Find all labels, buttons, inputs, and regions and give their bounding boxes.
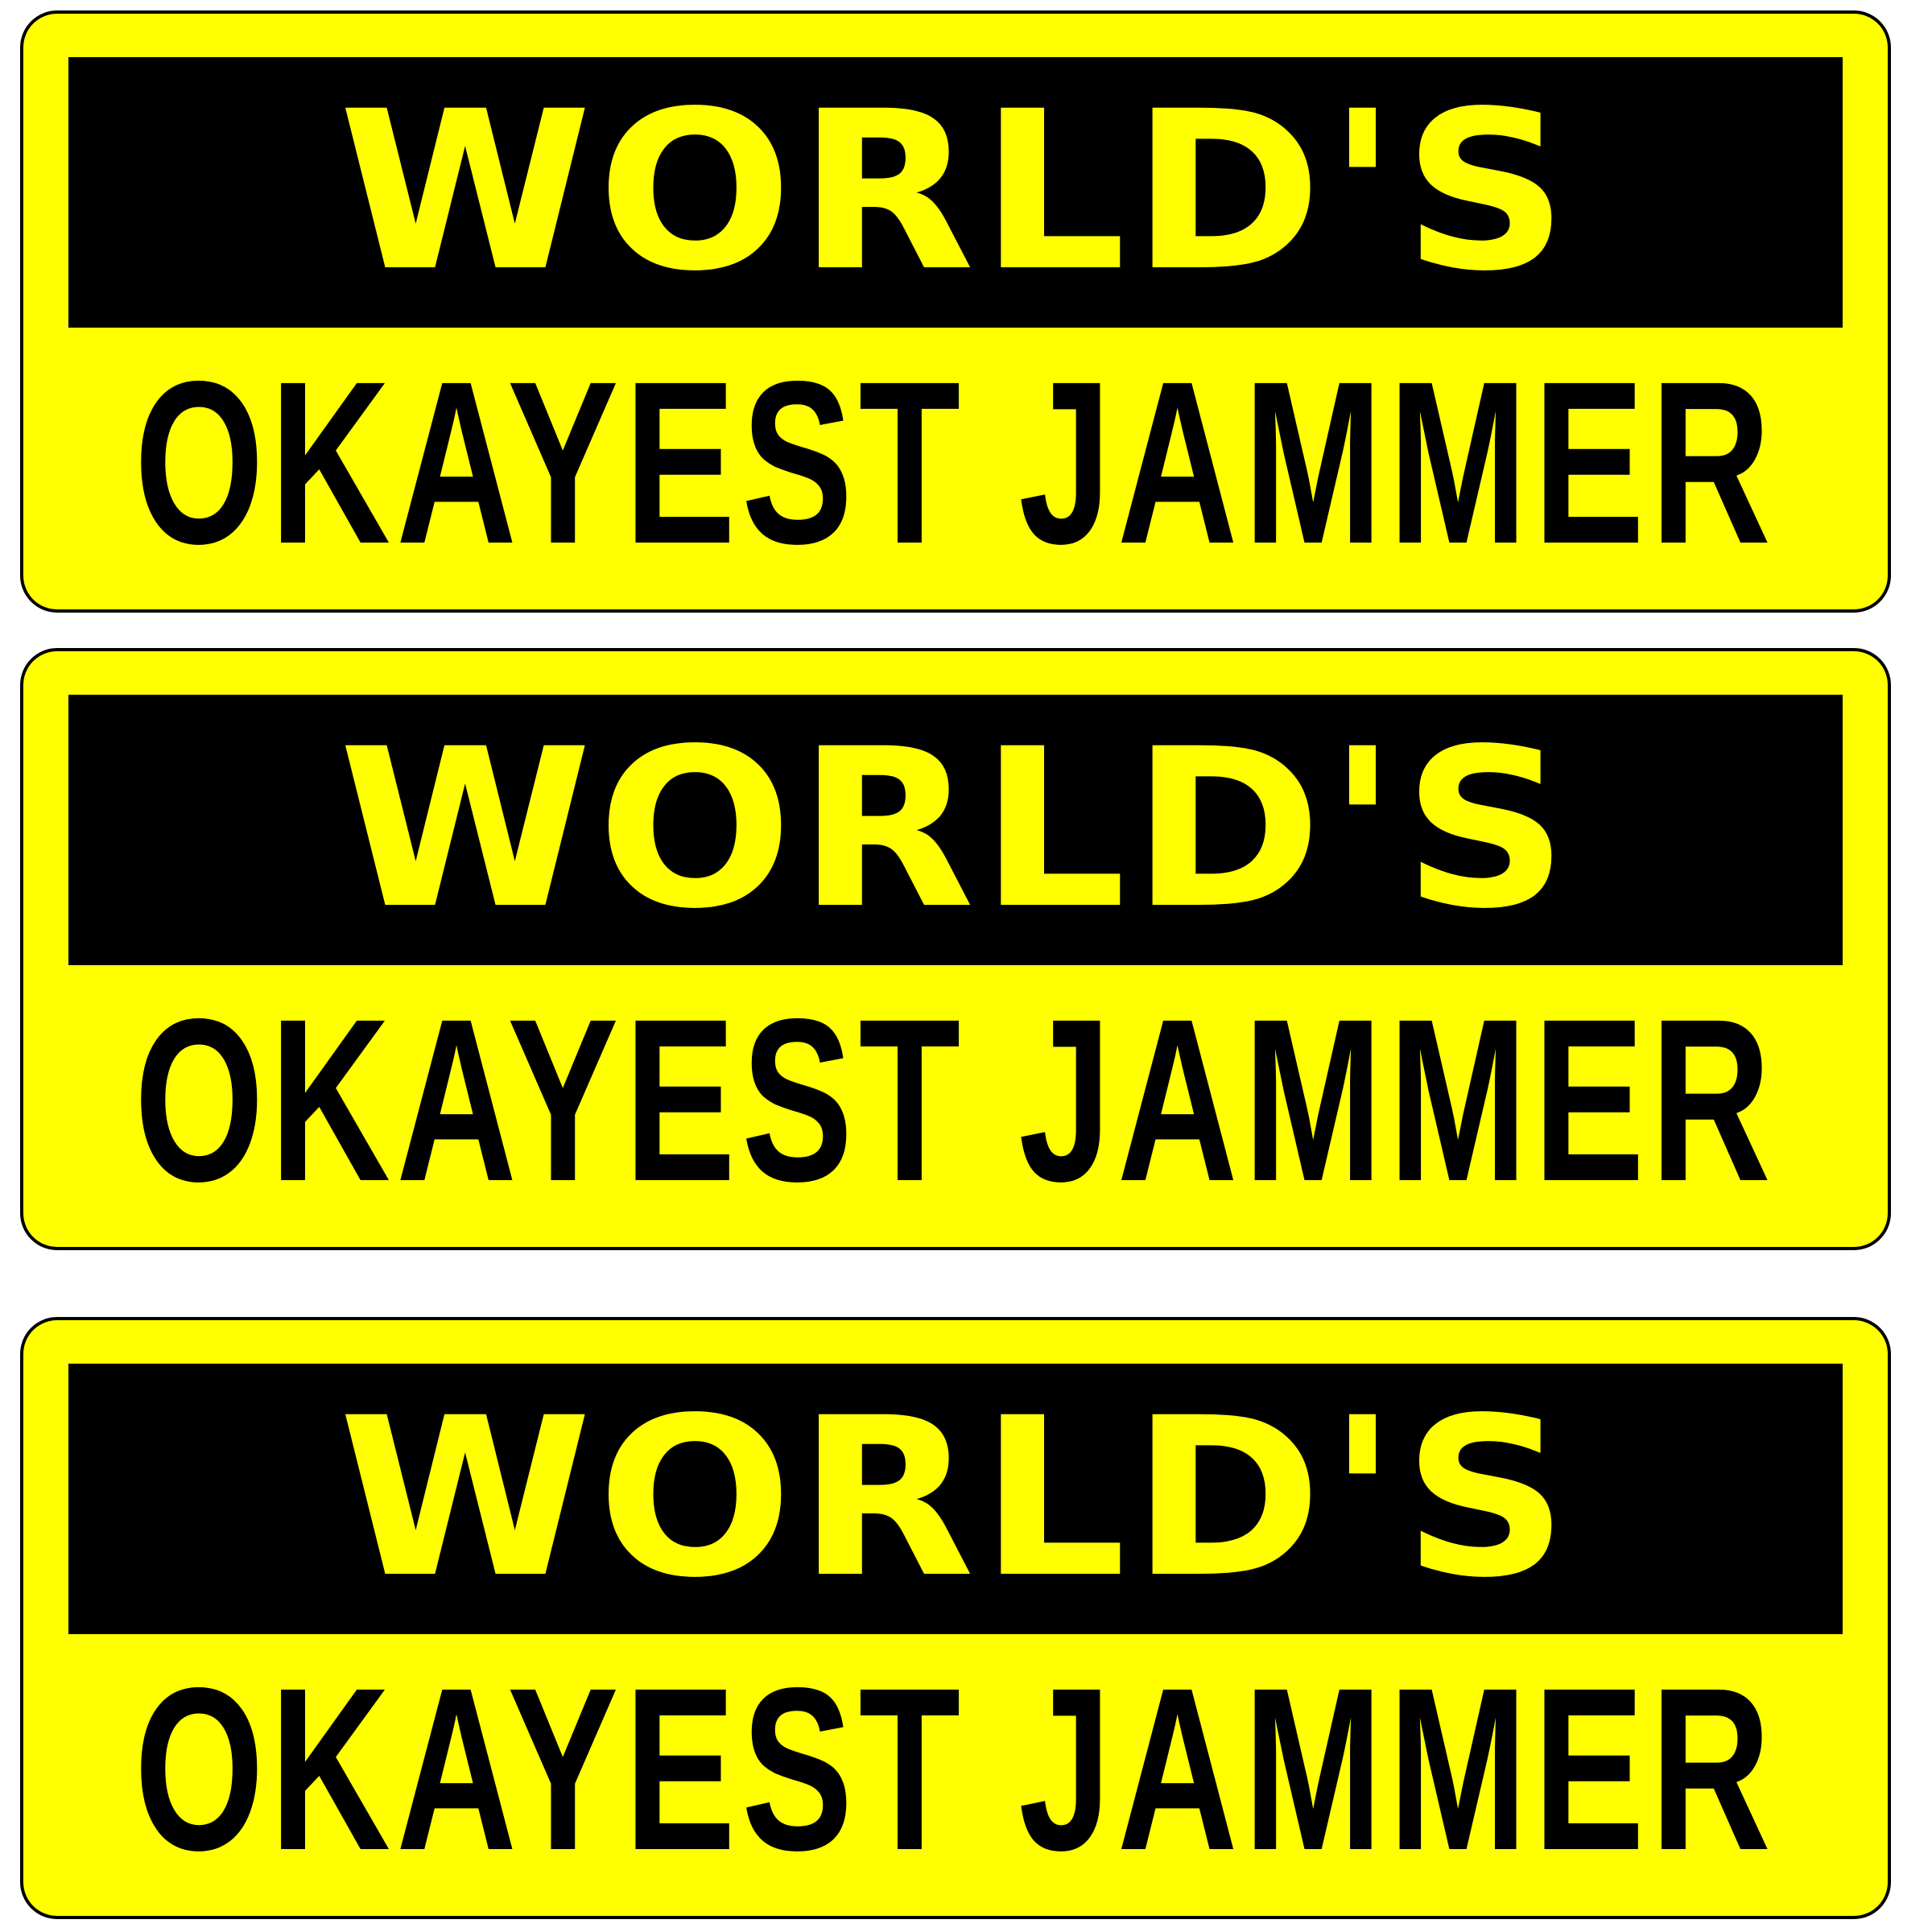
sticker-2-subtitle: OKAYEST JAMMER bbox=[134, 980, 1777, 1221]
sticker-2-bottom-band bbox=[56, 980, 1856, 1221]
sticker-1-title: WORLD'S bbox=[337, 65, 1574, 320]
sticker-3-bottom-band bbox=[56, 1649, 1856, 1890]
sticker-3-subtitle: OKAYEST JAMMER bbox=[134, 1649, 1777, 1890]
sticker-1 bbox=[20, 10, 1891, 613]
sticker-3 bbox=[20, 1317, 1891, 1919]
sticker-2-title: WORLD'S bbox=[337, 703, 1574, 957]
sticker-1-bottom-band bbox=[56, 342, 1856, 584]
sticker-2 bbox=[20, 648, 1891, 1250]
sticker-2-top-band bbox=[68, 695, 1843, 965]
sticker-1-subtitle: OKAYEST JAMMER bbox=[134, 342, 1777, 584]
sticker-1-top-band bbox=[68, 57, 1843, 328]
sticker-3-top-band bbox=[68, 1364, 1843, 1634]
sticker-3-title: WORLD'S bbox=[337, 1372, 1574, 1626]
